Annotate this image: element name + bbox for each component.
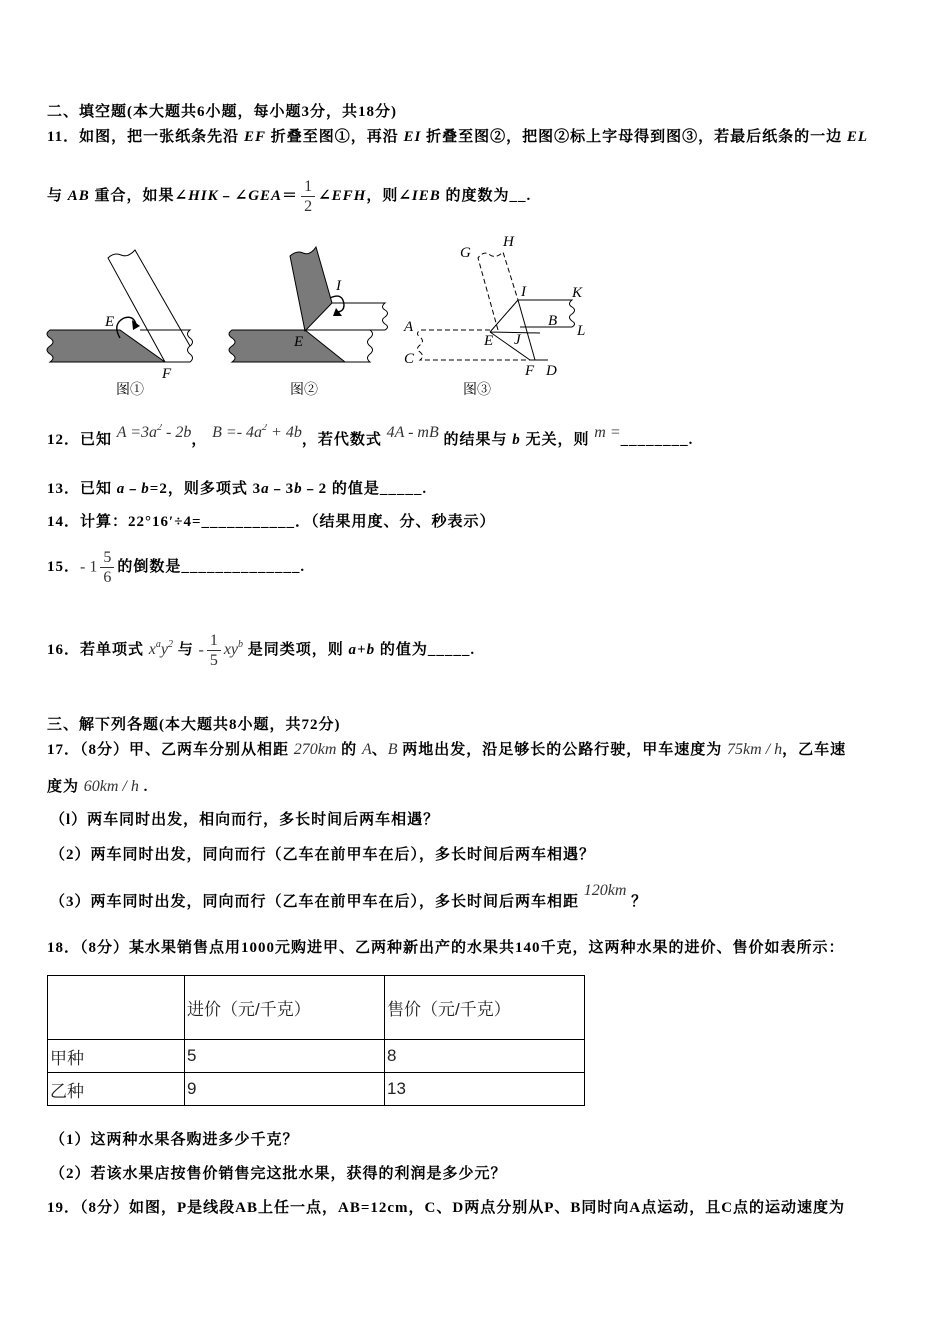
question-19: 19．（8分）如图，P是线段AB上任一点，AB=12cm，C、D两点分别从P、B同时向A点运动，且C点的运动速度为 [47, 1200, 846, 1216]
fig2-gray-band [229, 330, 345, 362]
expr-part: A =3a [116, 424, 158, 441]
q11-fraction [301, 177, 315, 216]
expr-part: y [160, 640, 168, 658]
table-cell: 乙种 [48, 1073, 185, 1106]
q17-speed-b: 60km / h [83, 778, 139, 795]
exponent: a [155, 638, 161, 650]
q13-text: =2，则多项式 3 [149, 481, 262, 497]
q11-var: HIK [188, 187, 219, 204]
q12-text: 无关，则 [520, 432, 595, 448]
q16-text: 是同类项，则 [243, 641, 349, 658]
q16-sign: - [198, 641, 204, 659]
fig2-caption: 图② [290, 383, 318, 398]
q11-text: 重合，如果∠ [89, 187, 189, 204]
fig3-label-k: K [572, 285, 583, 301]
q13-text: ﹣ [125, 481, 142, 497]
table-header-cell [48, 976, 185, 1040]
q13-text: ﹣2 的值是_____. [302, 481, 428, 497]
table-header-cell: 售价（元/千克） [385, 976, 585, 1040]
question-17-line-2 [47, 778, 148, 796]
q17-text: （3）两车同时出发，同向而行（乙车在前甲车在后），多长时间后两车相距 [50, 894, 584, 910]
table-row [48, 1073, 585, 1106]
q12-text: 的结果与 [438, 432, 513, 448]
fraction-denominator: 6 [103, 569, 112, 586]
q15-whole: - 1 [80, 558, 98, 576]
q15-fraction [100, 548, 114, 587]
q11-var: IEB [411, 187, 441, 204]
table-cell: 13 [385, 1073, 585, 1106]
q12-text: ，若代数式 [301, 432, 387, 448]
question-11-line-2 [47, 177, 531, 216]
q17-text: 、 [371, 742, 388, 758]
question-16 [47, 631, 475, 670]
q16-text: 的值为_____. [375, 641, 476, 658]
q11-text: ﹣∠ [218, 187, 249, 204]
fig2-arrowhead-icon [333, 308, 342, 316]
q12-text: 12．已知 [47, 432, 117, 448]
q13-text: 13．已知 [47, 481, 117, 497]
question-17-part-3 [50, 882, 647, 911]
fig2-gray-strip [290, 247, 332, 331]
q16-monomial-2 [223, 638, 244, 658]
q16-text: 16．若单项式 [47, 641, 149, 658]
exponent: 2 [167, 638, 173, 650]
table-cell: 8 [385, 1040, 585, 1073]
q17-text: ，乙车速 [782, 742, 847, 758]
question-14: 14．计算：22°16′÷4=___________．（结果用度、分、秒表示） [47, 514, 496, 530]
question-18-part-2: （2）若该水果店按售价销售完这批水果，获得的利润是多少元？ [50, 1166, 507, 1182]
fig3-label-b: B [548, 313, 558, 329]
expr-part: B =- 4a [212, 424, 263, 441]
figure-1 [47, 250, 193, 398]
table-cell: 5 [185, 1040, 385, 1073]
fraction-denominator: 2 [304, 198, 313, 215]
fraction-denominator: 5 [209, 652, 218, 669]
q16-monomial-1 [148, 638, 173, 658]
q16-var: a+b [348, 641, 376, 658]
fig3-label-j: J [514, 332, 521, 348]
question-15 [47, 548, 305, 587]
question-11-line-1 [47, 128, 868, 146]
fig3-label-h: H [503, 234, 514, 250]
fig3-dashed-strip [478, 252, 518, 330]
q13-var: b [294, 481, 303, 497]
expr-part: - 2b [162, 424, 192, 441]
q17-text: ？ [626, 894, 648, 910]
q11-text: 11．如图，把一张纸条先沿 [47, 129, 244, 145]
question-12 [47, 424, 693, 449]
q12-expr-b [212, 424, 302, 441]
fig1-label-e: E [105, 314, 115, 330]
q12-answer-blank: ________. [620, 432, 694, 448]
q15-text: 的倒数是______________. [117, 558, 306, 575]
q11-text: ，则∠ [366, 187, 412, 204]
fig3-label-e: E [484, 333, 494, 349]
table-cell: 9 [185, 1073, 385, 1106]
fig2-label-i: I [336, 278, 341, 294]
q12-var-b: b [512, 432, 521, 448]
table-header-cell: 进价（元/千克） [185, 976, 385, 1040]
q11-var: GEA [248, 187, 283, 204]
q16-fraction [207, 631, 221, 670]
fig3-label-f: F [525, 363, 535, 379]
q12-text: ， [191, 432, 208, 448]
q17-point-b: B [387, 741, 398, 758]
q13-var: a [116, 481, 126, 497]
q17-text: 度为 [47, 779, 84, 795]
q11-text: 折叠至图①，再沿 [265, 129, 404, 145]
q17-point-a: A [361, 741, 372, 758]
q17-distance: 270km [293, 741, 337, 758]
table-header-row [48, 976, 585, 1040]
fig2-strip-end [345, 330, 373, 362]
q17-text: 两地出发，沿足够长的公路行驶，甲车速度为 [397, 742, 728, 758]
table-cell: 甲种 [48, 1040, 185, 1073]
fig3-solid-lines [490, 300, 575, 360]
question-17-part-1: （l）两车同时出发，相向而行，多长时间后两车相遇？ [50, 812, 440, 828]
q17-text: . [138, 779, 149, 795]
expr-part: + 4b [267, 424, 302, 441]
fig1-arrowhead-icon [132, 320, 140, 330]
question-13 [47, 480, 427, 498]
expr-part: xy [223, 640, 239, 658]
q17-text: 的 [336, 742, 362, 758]
fig3-label-a: A [404, 319, 414, 335]
fig3-label-g: G [460, 245, 471, 261]
fig2-label-e: E [294, 334, 304, 350]
q11-var: AB [67, 187, 90, 204]
q11-var: EI [403, 129, 422, 145]
fig1-caption: 图① [116, 383, 144, 398]
fraction-numerator: 1 [207, 631, 221, 651]
fig3-label-c: C [404, 351, 415, 367]
q11-var: EL [846, 129, 868, 145]
question-18-stem: 18．（8分）某水果销售点用1000元购进甲、乙两种新出产的水果共140千克，这两种水果的进价、售价如表所示： [47, 940, 845, 956]
exponent: 2 [157, 424, 163, 433]
q12-expr-a [117, 424, 192, 441]
q17-text: 17．（8分）甲、乙两车分别从相距 [47, 742, 294, 758]
q13-var: a [261, 481, 270, 497]
question-18-part-1: （1）这两种水果各购进多少千克？ [50, 1132, 299, 1148]
q17-gap-distance: 120km [583, 882, 627, 899]
fig3-label-l: L [577, 323, 586, 339]
fig3-label-i: I [521, 284, 526, 300]
exponent: 2 [262, 424, 268, 433]
q12-expr-m: m = [594, 424, 621, 441]
q15-text: 15． [47, 558, 81, 575]
q11-var: EF [243, 129, 266, 145]
q11-var: EFH [331, 187, 367, 204]
q11-text: 折叠至图②，把图②标上字母得到图③，若最后纸条的一边 [421, 129, 847, 145]
q11-folding-figures [40, 225, 600, 405]
fig1-label-f: F [162, 366, 172, 382]
expr-part: x [148, 640, 156, 658]
table-row [48, 1040, 585, 1073]
q11-text: ∠ [318, 187, 332, 204]
fraction-numerator: 5 [100, 548, 114, 568]
q16-text: 与 [172, 641, 199, 658]
figure-2 [229, 247, 388, 398]
section-heading-fill-in: 二、填空题(本大题共6小题，每小题3分，共18分) [47, 104, 397, 120]
question-17-line-1 [47, 741, 846, 759]
fruit-price-table [47, 975, 585, 1106]
exponent: b [238, 638, 244, 650]
q12-expr-c: 4A - mB [386, 424, 439, 441]
fig3-caption: 图③ [463, 383, 491, 398]
fig1-gray-band [47, 330, 165, 362]
question-17-part-2: （2）两车同时出发，同向而行（乙车在前甲车在后），多长时间后两车相遇？ [50, 847, 596, 863]
q13-var: b [141, 481, 150, 497]
q13-text: ﹣3 [269, 481, 295, 497]
q11-text: ＝ [282, 187, 299, 204]
q11-text: 与 [47, 187, 68, 204]
q17-speed-a: 75km / h [727, 741, 783, 758]
fraction-numerator: 1 [301, 177, 315, 197]
fig3-label-d: D [546, 363, 557, 379]
section-heading-solve: 三、解下列各题(本大题共8小题，共72分) [47, 717, 341, 733]
figure-3 [403, 234, 585, 398]
q11-text: 的度数为__. [440, 187, 532, 204]
